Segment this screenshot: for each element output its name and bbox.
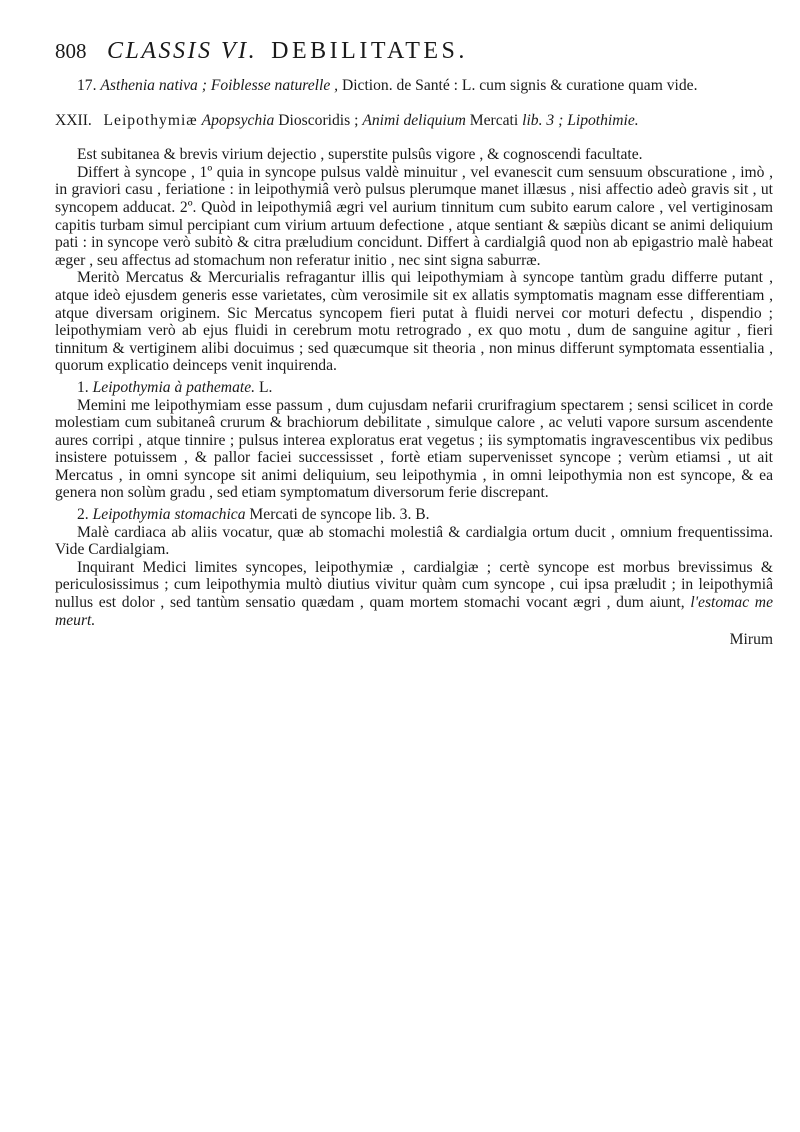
synonym-lib: lib. 3 ; (522, 111, 564, 129)
running-header (55, 38, 773, 65)
catchword: Mirum (729, 631, 773, 649)
section-number: XXII. (55, 111, 92, 129)
synonym-apopsychia: Apopsychia (201, 111, 275, 129)
species-2-text-continued (55, 559, 773, 629)
paragraph-17 (55, 77, 773, 95)
species-2-body: Inquirant Medici limites syncopes, leipothymiæ , cardialgiæ ; certè syncope est morbus brevissimus & periculosissimus ; cum leipothymia multò diutius vivitur quàm cum syncope , cui ipsa præludit ; in leipothymiâ nullus est dolor , sed tantùm sensatio quædam , quam mortem stomachi vocant ægri , dum aiunt, (55, 558, 773, 612)
definition: Est subitanea & brevis virium dejectio , superstite pulsûs vigore , & cognoscendi facultate. (77, 146, 643, 164)
synonym-source: Dioscoridis ; (278, 111, 359, 129)
species-2-text: Malè cardiaca ab aliis vocatur, quæ ab stomachi molestiâ & cardialgia ortum ducit , omnium frequentissima. Vide Cardialgiam. (55, 523, 773, 559)
paragraph-title: Asthenia nativa ; (100, 77, 207, 94)
header-title: DEBILITATES. (271, 38, 468, 64)
paragraph-text: Diction. de Santé : L. cum signis & curatione quam vide. (341, 77, 698, 94)
species-source: L. (258, 378, 273, 396)
mercatus-paragraph: Meritò Mercatus & Mercurialis refragantur illis qui leipothymiam à syncope tantùm gradu differre putant , atque ideò ejusdem generis esse varietates, cùm verosimile sit ex allatis symptomatis magnam esse differentiam , atque diversam originem. Sic Mercatus syncopem fieri putat à fluidi nervei cor moturi defectu , dispendio ; leipothymiam verò ab ejus fluidi in cerebrum motu retrogrado , ex quo motu , dum de sanguine agitur , fieri tinnitum & vertiginem alibi docuimus ; sed quæcumque sit theoria , non minus differunt symptomata essentialia , quorum explicatio deinceps venit inquirenda. (55, 269, 773, 375)
page-number: 808 (55, 39, 87, 63)
differentia-paragraph: Differt à syncope , 1º quia in syncope pulsus valdè minuitur , vel evanescit cum sensuum obscuratione , imò , in graviori casu , feriatione : in leipothymiâ verò pulsus plerumque manet illæsus , nisi affectio adeò gravis sit , ut syncopem adducat. 2º. Quòd in leipothymiâ ægri vel aurium tinnitum cum subito earum calore , vel vertiginosam capitis turbam simul percipiant cum virium artuum defectione , atque sentiant & sæpiùs dicant se animi deliquium pati : in syncope verò subitò & citra præludium concidunt. Differt à cardialgiâ quod non ab epigastrio malè habeat æger , seu affectus ad stomachum non referatur initio , nec sint signa saburræ. (55, 163, 773, 269)
french-name: Lipothimie. (567, 111, 639, 129)
page (55, 38, 773, 649)
species-title: Leipothymia à pathemate. (92, 378, 256, 396)
synonym-animi: Animi deliquium (362, 111, 466, 129)
paragraph-number: 17. (77, 77, 97, 94)
species-1-text: Memini me leipothymiam esse passum , dum cujusdam nefarii crurifragium spectarem ; sensi scilicet in corde molestiam cum subitaneâ crurum & brachiorum debilitate , simulque calore , ac veluti vapore sursum ascendente aures corripi , atque tinnire ; pulsus interea exploratus erat vegetus ; iis symptomatis ingravescentibus vix pedibus insistere potuissem , & pallor faciei successisset , fortè etiam supervenisset syncope ; verùm etiamsi , ut ait Mercatus , in omni syncope sit animi deliquium, seu leipothymia , in omni leipothymia non est syncope, & ea genera non solùm gradu , sed etiam symptomatum diversorum ferie discrepant. (55, 396, 773, 502)
species-number: 2. (77, 506, 89, 524)
french-quote: l'estomac me meurt. (55, 594, 773, 629)
header-classis: CLASSIS VI. (107, 38, 258, 64)
species-2-heading (55, 506, 773, 524)
species-1-heading (55, 379, 773, 397)
species-source: Mercati de syncope lib. 3. B. (249, 506, 430, 524)
species-number: 1. (77, 378, 89, 396)
section-name: Leipothymiæ (103, 111, 198, 129)
species-title: Leipothymia stomachica (92, 506, 246, 524)
french-name: Foiblesse naturelle , (210, 77, 339, 94)
section-heading (55, 112, 773, 130)
synonym-author: Mercati (469, 111, 519, 129)
